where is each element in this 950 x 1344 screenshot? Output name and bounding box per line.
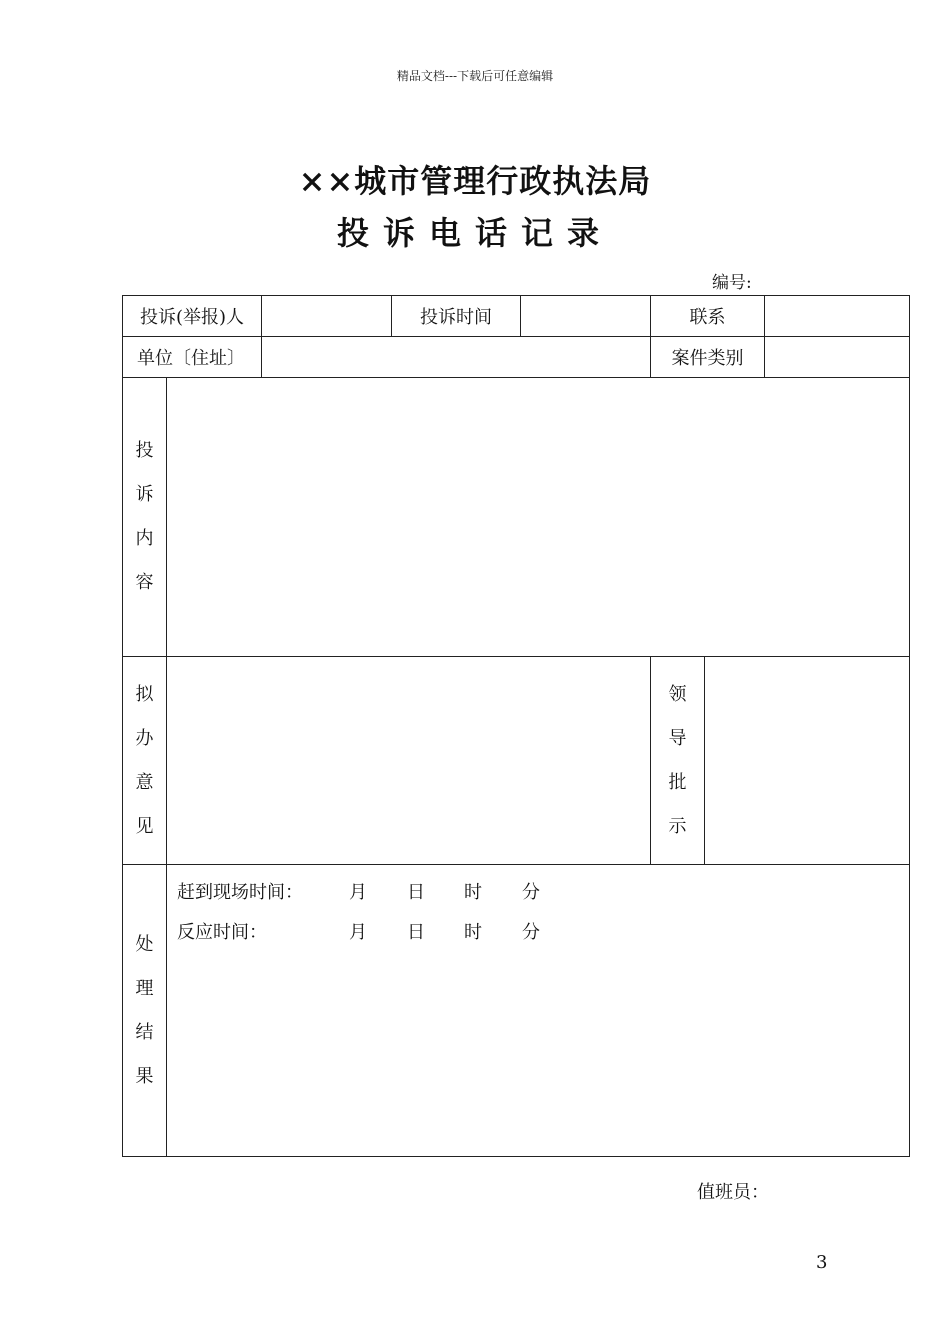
unit-address-label: 单位〔住址〕 [123,337,262,378]
unit-address-field[interactable] [262,337,651,378]
response-time-label: 反应时间： [177,922,267,943]
arrival-hour-label: 时 [464,882,482,903]
complainant-field[interactable] [262,296,392,337]
serial-number-label: 编号: [712,273,752,293]
arrival-minute-label: 分 [522,882,540,903]
proposal-field[interactable] [167,657,651,865]
case-type-label: 案件类别 [651,337,765,378]
complainant-label: 投诉(举报)人 [123,296,262,337]
form-title: 投诉电话记录 [336,214,613,252]
header-note: 精品文档---下载后可任意编辑 [396,69,554,83]
contact-label: 联系 [651,296,765,337]
complaint-time-label: 投诉时间 [392,296,521,337]
complaint-record-table [122,295,910,1157]
response-month-label: 月 [349,922,367,943]
leader-instruction-field[interactable] [705,657,910,865]
contact-field[interactable] [765,296,910,337]
agency-title: ××城市管理行政执法局 [298,162,652,200]
response-day-label: 日 [407,922,425,943]
complaint-content-field[interactable] [167,378,910,657]
result-field[interactable] [167,865,910,1157]
duty-officer-label: 值班员： [697,1182,769,1203]
case-type-field[interactable] [765,337,910,378]
page-number: 3 [816,1252,828,1273]
arrival-time-label: 赶到现场时间： [177,882,303,903]
complaint-time-field[interactable] [521,296,651,337]
response-minute-label: 分 [522,922,540,943]
leader-instruction-label: 领 导 批 示 [651,657,705,865]
proposal-label: 拟 办 意 见 [123,657,167,865]
arrival-month-label: 月 [349,882,367,903]
response-hour-label: 时 [464,922,482,943]
result-label: 处 理 结 果 [123,865,167,1157]
complaint-content-label: 投 诉 内 容 [123,378,167,657]
arrival-day-label: 日 [407,882,425,903]
